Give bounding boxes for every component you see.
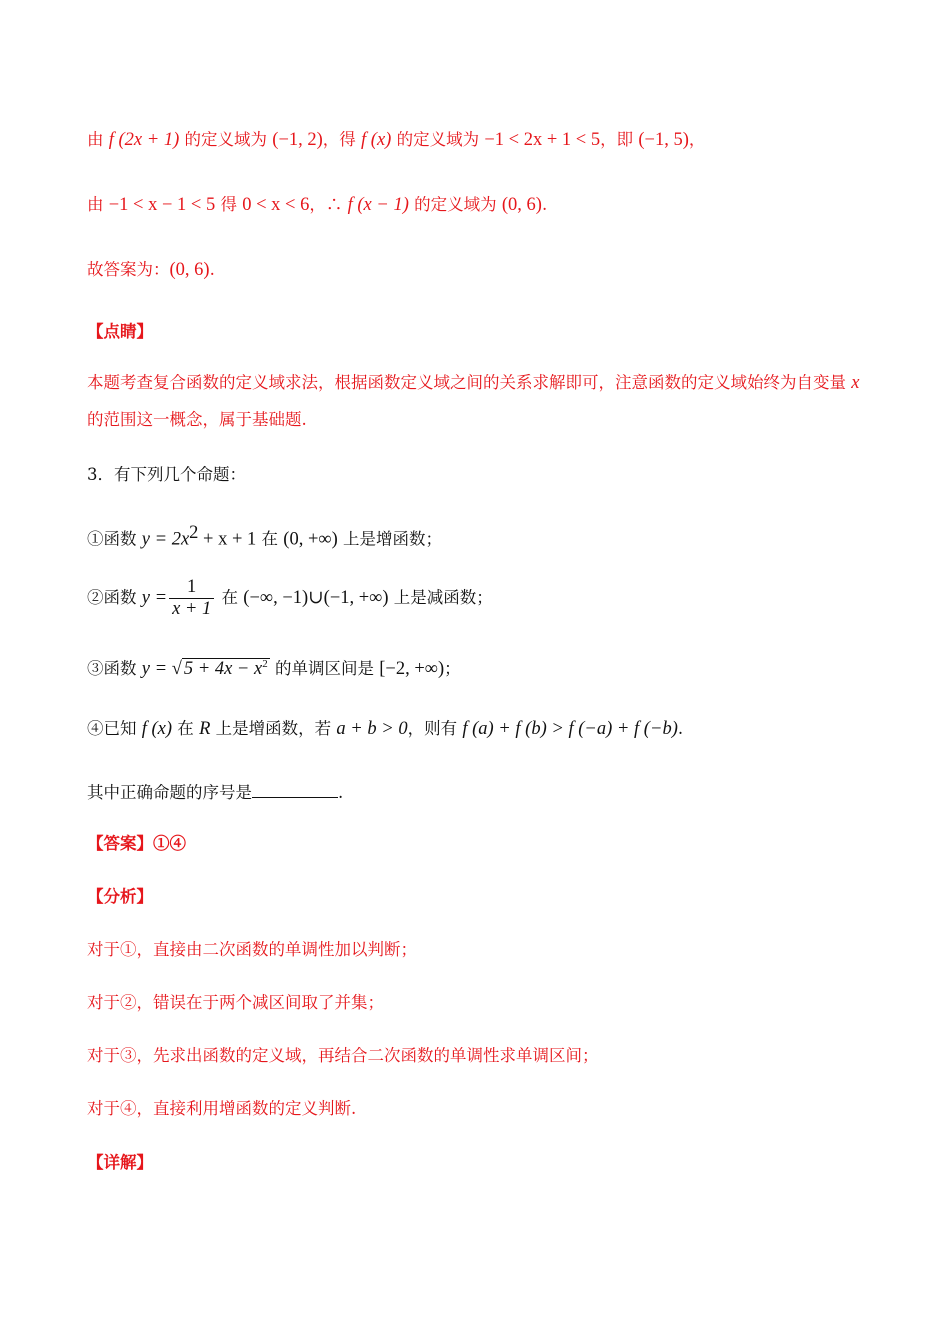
text: 在	[256, 529, 284, 549]
text: .	[677, 719, 684, 738]
answer-heading: 【答案】	[87, 834, 153, 853]
square-root	[182, 652, 270, 681]
text: 得	[215, 195, 243, 214]
math: R	[199, 719, 211, 739]
math: x	[851, 373, 860, 393]
text: 其中正确命题的序号是	[87, 783, 252, 802]
text: .	[541, 195, 548, 214]
solution-line-2	[87, 193, 890, 217]
answer-blank	[252, 781, 338, 798]
exponent: 2	[189, 523, 199, 543]
item-number: ③	[87, 659, 104, 679]
text: 的定义域为	[391, 130, 485, 149]
text: 由	[87, 130, 109, 149]
math: f (x)	[361, 130, 392, 150]
analysis-heading: 【分析】	[87, 887, 153, 906]
detail-heading: 【详解】	[87, 1153, 153, 1172]
solution-line-1	[87, 128, 890, 152]
text: 函数	[103, 529, 142, 549]
text: 故答案为：	[87, 260, 170, 279]
answer-line	[87, 832, 890, 856]
text: 已知	[103, 719, 142, 738]
question-prompt	[87, 781, 890, 805]
solution-line-3	[87, 258, 890, 282]
point-text-line-2: 的范围这一概念，属于基础题.	[87, 410, 307, 429]
text: 的单调区间是	[269, 659, 380, 679]
math: −1 < 2x + 1 < 5	[484, 130, 601, 150]
analysis-item: 对于③，先求出函数的定义域，再结合二次函数的单调性求单调区间；	[87, 1046, 599, 1065]
analysis-item: 对于④，直接利用增函数的定义判断.	[87, 1099, 357, 1118]
radicand	[182, 658, 270, 679]
text: 的定义域为	[179, 130, 273, 149]
text: .	[338, 783, 344, 802]
math: + x + 1	[198, 529, 257, 550]
text: ，则有	[407, 719, 463, 738]
text: 上是减函数；	[388, 588, 493, 607]
text: 上是增函数，若	[210, 719, 337, 738]
question-item-3: ③函数 y = √ $5 + 4x - x^2$ 的单调区间是 [−2, +∞)；	[87, 652, 890, 681]
text: 由	[87, 195, 109, 214]
text: 的定义域为	[408, 195, 502, 214]
text: 在	[216, 588, 244, 607]
analysis-item: 对于①，直接由二次函数的单调性加以判断；	[87, 940, 417, 959]
point-text-line-1	[87, 371, 890, 395]
question-item-4	[87, 717, 890, 741]
math: (0, 6)	[169, 260, 210, 280]
math: a + b > 0	[336, 719, 408, 739]
radicand-text: 5 + 4x − x	[183, 659, 263, 680]
analysis-item: 对于②，错误在于两个减区间取了并集；	[87, 993, 384, 1012]
text: 函数	[103, 588, 142, 607]
text: ，∴	[309, 195, 348, 214]
answer-value: ①④	[153, 834, 186, 853]
fraction	[169, 577, 214, 620]
math: y =	[141, 588, 168, 608]
math: (0, +∞)	[283, 529, 338, 550]
question-item-1	[87, 521, 890, 552]
math: y =	[141, 659, 168, 680]
text: ，得	[322, 130, 362, 149]
math: (−1, 2)	[272, 130, 323, 150]
text: 在	[172, 719, 200, 738]
text: .	[209, 260, 215, 279]
text: 函数	[103, 659, 142, 679]
exponent: 2	[262, 658, 268, 670]
text: ，	[688, 130, 706, 149]
math: y = 2x	[141, 529, 190, 550]
math: f (x − 1)	[347, 195, 409, 215]
math: [−2, +∞)	[379, 659, 445, 680]
math: (−∞, −1)∪(−1, +∞)	[243, 588, 389, 608]
math: (0, 6)	[501, 195, 542, 215]
text: 本题考查复合函数的定义域求法，根据函数定义域之间的关系求解即可，注意函数的定义域始终为自变量	[87, 373, 852, 392]
item-number: ①	[87, 529, 104, 549]
fraction-numerator: 1	[169, 577, 214, 599]
fraction-denominator: x + 1	[172, 599, 212, 619]
math: f (2x + 1)	[108, 130, 180, 150]
text: 上是增函数；	[337, 529, 442, 549]
math: f (x)	[141, 719, 173, 739]
point-heading: 【点睛】	[87, 322, 153, 341]
math: (−1, 5)	[638, 130, 689, 150]
question-stem: 3．有下列几个命题：	[87, 465, 246, 484]
math: 0 < x < 6	[242, 195, 310, 215]
question-item-2	[87, 576, 890, 620]
math: −1 < x − 1 < 5	[108, 195, 216, 215]
math: f (a) + f (b) > f (−a) + f (−b)	[462, 719, 678, 739]
item-number: ②	[87, 588, 104, 607]
item-number: ④	[87, 719, 104, 738]
text: ，即	[600, 130, 639, 149]
text: ；	[444, 659, 461, 679]
